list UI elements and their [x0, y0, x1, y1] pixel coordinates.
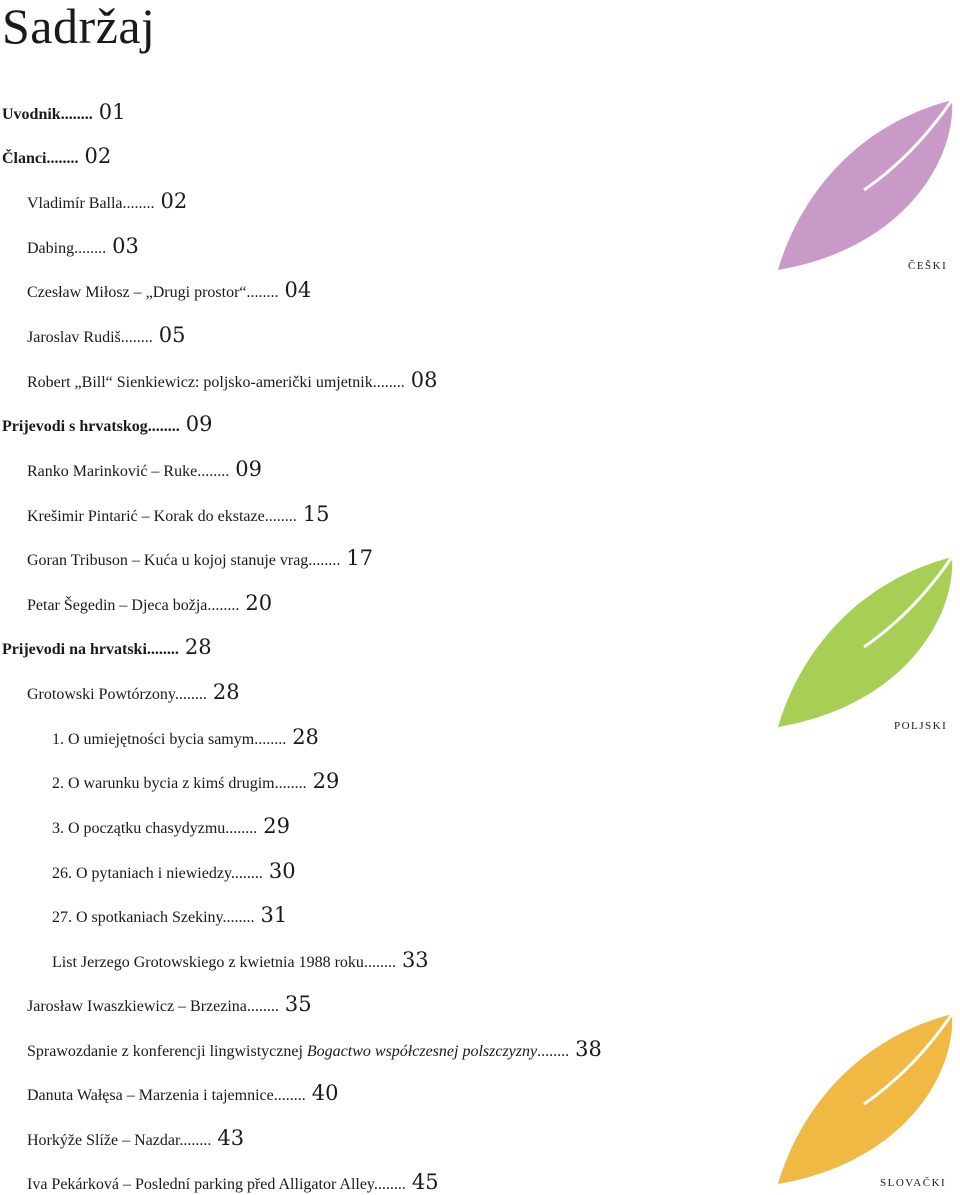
toc-entry-text: Krešimir Pintarić – Korak do ekstaze	[27, 508, 265, 525]
toc-page-number: 35	[284, 992, 312, 1016]
toc-entry-text: Dabing	[27, 240, 75, 257]
toc-page-number: 29	[263, 814, 291, 838]
toc-entry-text: Danuta Wałęsa – Marzenia i tajemnice	[27, 1087, 274, 1104]
toc-leader-dots: ........	[122, 195, 155, 212]
toc-leader-dots: ........	[254, 731, 287, 748]
toc-entry-text: Robert „Bill“ Sienkiewicz: poljsko-američki umjetnik	[27, 374, 373, 391]
toc-entry-text: Prijevodi na hrvatski	[2, 641, 147, 658]
toc-entry[interactable]	[27, 280, 311, 303]
toc-page-number: 45	[411, 1170, 439, 1194]
toc-leader-dots: ........	[207, 597, 240, 614]
toc-entry-text: Iva Pekárková – Poslední parking před Alligator Alley	[27, 1176, 374, 1193]
toc-leader-dots: ........	[230, 865, 263, 882]
toc-leader-dots: ........	[308, 552, 341, 569]
toc-leader-dots: ........	[147, 418, 180, 435]
toc-leader-dots: ........	[46, 150, 79, 167]
toc-page-number: 15	[302, 502, 330, 526]
toc-entry[interactable]	[52, 727, 319, 750]
slovak-leaf-shape	[778, 1014, 952, 1184]
toc-entry[interactable]	[2, 146, 111, 169]
slovak-leaf-icon	[776, 1012, 958, 1188]
polish-leaf-shape	[778, 557, 952, 727]
toc-entry[interactable]	[52, 950, 429, 973]
toc-leader-dots: ........	[264, 508, 297, 525]
toc-entry[interactable]	[27, 1083, 338, 1106]
toc-entry-text: Czesław Miłosz – „Drugi prostor“	[27, 284, 247, 301]
toc-leader-dots: ........	[363, 954, 396, 971]
toc-page-number: 05	[158, 323, 186, 347]
toc-entry-text: 3. O początku chasydyzmu	[52, 820, 226, 837]
toc-entry[interactable]	[27, 548, 373, 571]
toc-page-number: 30	[268, 859, 296, 883]
toc-entry-text: Horkýže Slíže – Nazdar	[27, 1132, 180, 1149]
toc-entry[interactable]	[27, 682, 240, 705]
toc-entry[interactable]	[27, 1039, 602, 1062]
toc-entry-text: Jarosław Iwaszkiewicz – Brzezina	[27, 998, 247, 1015]
toc-entry-text: 27. O spotkaniach Szekiny	[52, 909, 223, 926]
toc-leader-dots: ........	[373, 1176, 406, 1193]
toc-entry[interactable]	[27, 459, 262, 482]
toc-page-number: 28	[212, 680, 240, 704]
toc-entry[interactable]	[2, 637, 212, 660]
toc-leader-dots: ........	[174, 686, 207, 703]
toc-entry[interactable]	[27, 593, 272, 616]
toc-page-number: 28	[184, 635, 212, 659]
czech-leaf-icon	[776, 98, 958, 274]
polish-leaf-icon	[776, 555, 958, 731]
toc-page-number: 33	[401, 948, 429, 972]
toc-leader-dots: ........	[273, 1087, 306, 1104]
toc-entry[interactable]	[27, 236, 139, 259]
toc-leader-dots: ........	[120, 329, 153, 346]
toc-entry-text: Ranko Marinković – Ruke	[27, 463, 198, 480]
toc-page-number: 38	[575, 1037, 602, 1061]
toc-entry-text: Uvodnik	[2, 106, 61, 123]
toc-entry-text: Grotowski Powtórzony	[27, 686, 175, 703]
toc-page-number: 40	[311, 1081, 339, 1105]
toc-entry[interactable]	[52, 861, 296, 884]
toc-leader-dots: ........	[372, 374, 405, 391]
toc-entry-text: 2. O warunku bycia z kimś drugim	[52, 775, 275, 792]
toc-entry[interactable]	[52, 816, 290, 839]
toc-entry[interactable]	[27, 1172, 439, 1195]
toc-leader-dots: ........	[274, 775, 307, 792]
toc-entry[interactable]	[27, 1128, 244, 1151]
toc-entry-italic-title: Bogactwo współczesnej polszczyzny	[306, 1043, 538, 1060]
toc-page-number: 08	[410, 368, 438, 392]
toc-leader-dots: ........	[74, 240, 107, 257]
czech-leaf-shape	[778, 100, 952, 270]
section-label-polish: poljski	[894, 716, 948, 733]
toc-leader-dots: ........	[246, 998, 279, 1015]
toc-page-number: 29	[312, 769, 340, 793]
toc-page-number: 02	[160, 189, 188, 213]
toc-page-number: 02	[84, 144, 112, 168]
section-label-czech: češki	[908, 256, 948, 273]
toc-page-number: 20	[245, 591, 273, 615]
toc-entry[interactable]	[2, 102, 125, 125]
toc-entry-text: Vladimír Balla	[27, 195, 123, 212]
toc-entry[interactable]	[52, 905, 287, 928]
toc-page-number: 01	[98, 100, 126, 124]
toc-entry-text: Prijevodi s hrvatskog	[2, 418, 148, 435]
toc-entry[interactable]	[27, 994, 312, 1017]
toc-leader-dots: ........	[246, 284, 279, 301]
toc-entry-text: 1. O umiejętności bycia samym	[52, 731, 255, 748]
toc-entry-text: Jaroslav Rudiš	[27, 329, 121, 346]
section-label-slovak: slovački	[880, 1173, 947, 1190]
toc-leader-dots: ........	[197, 463, 230, 480]
page-title: Sadržaj	[2, 0, 156, 54]
toc-entry[interactable]	[27, 504, 329, 527]
toc-entry-text: Sprawozdanie z konferencji lingwistycznej	[27, 1043, 307, 1060]
toc-entry-text: List Jerzego Grotowskiego z kwietnia 1988 roku	[52, 954, 364, 971]
toc-leader-dots: ........	[146, 641, 179, 658]
toc-page-number: 09	[235, 457, 262, 481]
toc-entry[interactable]	[27, 191, 187, 214]
toc-entry[interactable]	[52, 771, 339, 794]
toc-leader-dots: ........	[225, 820, 258, 837]
toc-entry[interactable]	[27, 325, 186, 348]
toc-entry-text: 26. O pytaniach i niewiedzy	[52, 865, 231, 882]
toc-entry[interactable]	[27, 370, 437, 393]
toc-leader-dots: ........	[537, 1043, 570, 1060]
toc-page-number: 04	[284, 278, 312, 302]
toc-page-number: 09	[185, 412, 213, 436]
toc-page-number: 03	[112, 234, 139, 258]
toc-entry-text: Goran Tribuson – Kuća u kojoj stanuje vrag	[27, 552, 309, 569]
toc-entry-text: Članci	[2, 150, 47, 167]
toc-leader-dots: ........	[60, 106, 93, 123]
toc-page-number: 31	[260, 903, 288, 927]
toc-leader-dots: ........	[179, 1132, 212, 1149]
toc-page-number: 43	[217, 1126, 245, 1150]
toc-page-number: 28	[292, 725, 319, 749]
toc-entry-text: Petar Šegedin – Djeca božja	[27, 597, 208, 614]
toc-leader-dots: ........	[222, 909, 255, 926]
toc-entry[interactable]	[2, 414, 213, 437]
toc-page-number: 17	[346, 546, 374, 570]
